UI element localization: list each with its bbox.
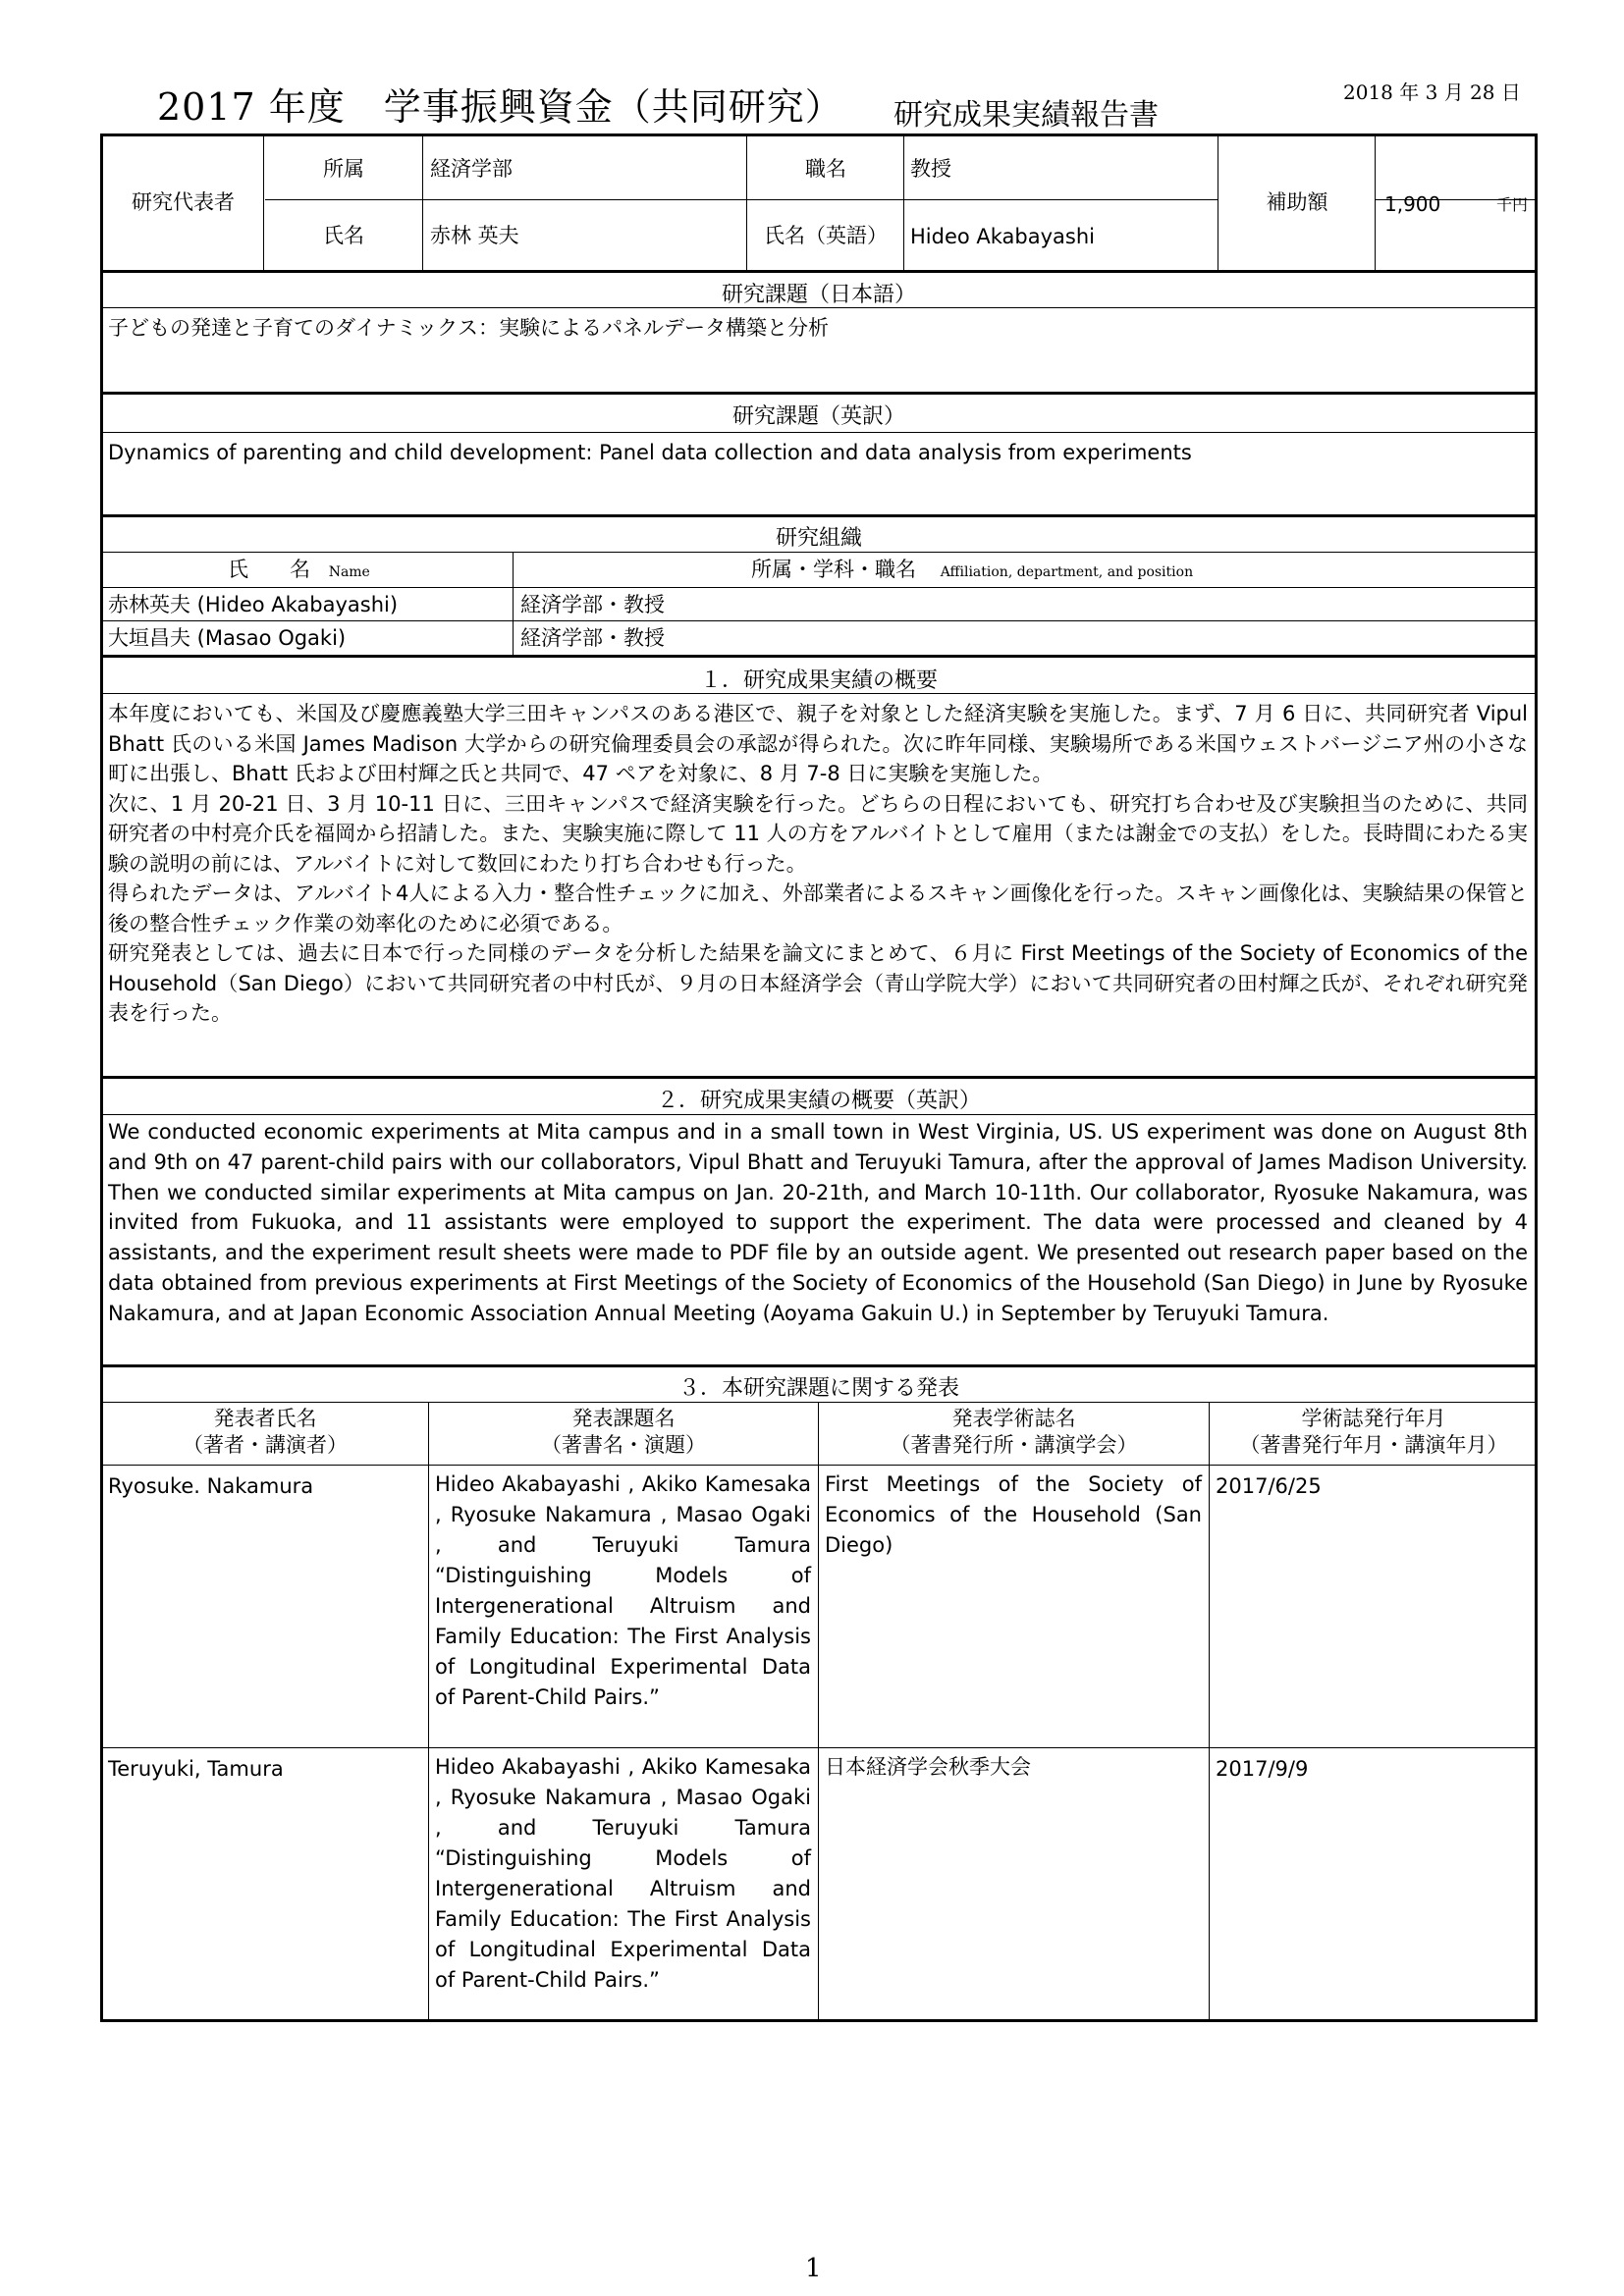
member-name: 赤林英夫 (Hideo Akabayashi) — [108, 593, 399, 616]
topic-jp-text: 子どもの発達と子育てのダイナミックス：実験によるパネルデータ構築と分析 — [108, 316, 829, 340]
header-journal: 発表学術誌名 （著書発行所・講演学会） — [890, 1407, 1138, 1457]
topic-jp-label: 研究課題（日本語） — [721, 283, 916, 307]
presentations-label: ３．本研究課題に関する発表 — [677, 1376, 959, 1401]
journal-cell: 日本経済学会秋季大会 — [825, 1755, 1031, 1779]
organization-label: 研究組織 — [775, 526, 862, 551]
member-affiliation: 経済学部・教授 — [520, 593, 665, 616]
name-value: 赤林 英夫 — [430, 224, 519, 247]
summary-jp-paragraph: 研究発表としては、過去に日本で行った同様のデータを分析した結果を論文にまとめて、６月に First Meetings of the Society of Economics of the Household（San Diego）において共同研究者の中村氏が、９月の日本経済学会（青山学院大学）において共同研究者の田村輝之氏が、それぞれ研究発表を行った。 — [108, 941, 1528, 1025]
name-header-en: Name — [328, 564, 370, 580]
presenter-cell: Teruyuki, Tamura — [108, 1757, 284, 1781]
report-date: 2018 年 3 月 28 日 — [1343, 80, 1521, 104]
name-label: 氏名 — [323, 224, 364, 247]
document-title: 2017 年度 学事振興資金（共同研究） — [157, 85, 843, 129]
topic-en-text: Dynamics of parenting and child development: Panel data collection and data analysis from experiments — [108, 441, 1192, 464]
header-title: 発表課題名 （著書名・演題） — [541, 1407, 706, 1457]
affiliation-label: 所属 — [323, 157, 364, 181]
summary-jp-paragraph: 次に、1 月 20-21 日、3 月 10-11 日に、三田キャンパスで経済実験を行った。どちらの日程においても、研究打ち合わせ及び実験担当のために、共同研究者の中村亮介氏を福岡から招請した。また、実験実施に際して 11 人の方をアルバイトとして雇用（または謝金での支払）をした。長時間にわたる実験の説明の前には、アルバイトに対して数回にわたり打ち合わせも行った。 — [108, 791, 1528, 876]
name-header: 氏 名 Name — [228, 558, 370, 581]
grant-label: 補助額 — [1266, 190, 1328, 214]
affiliation-header: 所属・学科・職名 Affiliation, department, and position — [751, 558, 1194, 581]
member-affiliation: 経済学部・教授 — [520, 626, 665, 650]
page-number: 1 — [805, 2254, 822, 2283]
grant-amount: 1,900 — [1384, 192, 1441, 216]
position-label: 職名 — [805, 157, 846, 181]
grant-unit: 千円 — [1496, 195, 1529, 214]
affiliation-header-en: Affiliation, department, and position — [940, 564, 1194, 580]
journal-cell: First Meetings of the Society of Economics of the Household (San Diego) — [825, 1472, 1202, 1557]
name-en-label: 氏名（英語） — [764, 224, 888, 247]
summary-jp-label: １．研究成果実績の概要 — [699, 668, 938, 693]
representative-label: 研究代表者 — [132, 190, 235, 214]
summary-en-label: ２．研究成果実績の概要（英訳） — [656, 1089, 981, 1113]
summary-jp-body — [108, 699, 1528, 1029]
member-name: 大垣昌夫 (Masao Ogaki) — [108, 626, 347, 650]
topic-en-label: 研究課題（英訳） — [731, 404, 905, 429]
summary-jp-paragraph: 得られたデータは、アルバイト4人による入力・整合性チェックに加え、外部業者によるスキャン画像化を行った。スキャン画像化は、実験結果の保管と後の整合性チェック作業の効率化のために必須である。 — [108, 881, 1528, 935]
presenter-cell: Ryosuke. Nakamura — [108, 1474, 314, 1498]
date-cell: 2017/9/9 — [1216, 1757, 1309, 1781]
document-subtitle: 研究成果実績報告書 — [893, 98, 1159, 133]
affiliation-value: 経済学部 — [430, 157, 513, 181]
summary-en-body: We conducted economic experiments at Mita campus and in a small town in West Virginia, US. US experiment was done on August 8th and 9th on 47 parent-child pairs with our collaborators, Vipul Bhatt and Teruyuki Tamura, after the approval of James Madison University. Then we conducted similar experiments at Mita campus on Jan. 20-21th, and March 10-11th. Our collaborator, Ryosuke Nakamura, was invited from Fukuoka, and 11 assistants were employed to support the experiment. The data were processed and cleaned by 4 assistants, and the experiment result sheets were made to PDF file by an outside agent. We presented out research paper based on the data obtained from previous experiments at First Meetings of the Society of Economics of the Household (San Diego) in June by Ryosuke Nakamura, and at Japan Economic Association Annual Meeting (Aoyama Gakuin U.) in September by Teruyuki Tamura. — [108, 1120, 1528, 1325]
title-cell: Hideo Akabayashi , Akiko Kamesaka , Ryosuke Nakamura , Masao Ogaki , and Teruyuki Tamura “Distinguishing Models of Intergenerational Altruism and Family Education: The First Analysis of Longitudinal Experimental Data of Parent-Child Pairs.” — [435, 1472, 811, 1709]
position-value: 教授 — [910, 157, 951, 181]
summary-jp-paragraph: 本年度においても、米国及び慶應義塾大学三田キャンパスのある港区で、親子を対象とした経済実験を実施した。まず、7 月 6 日に、共同研究者 Vipul Bhatt 氏のいる米国 James Madison 大学からの研究倫理委員会の承認が得られた。次に昨年同様、実験場所である米国ウェストバージニア州の小さな町に出張し、Bhatt 氏および田村輝之氏と共同で、47 ペアを対象に、8 月 7-8 日に実験を実施した。 — [108, 702, 1528, 785]
header-date: 学術誌発行年月 （著書発行年月・講演年月） — [1239, 1407, 1508, 1457]
title-cell: Hideo Akabayashi , Akiko Kamesaka , Ryosuke Nakamura , Masao Ogaki , and Teruyuki Tamura “Distinguishing Models of Intergenerational Altruism and Family Education: The First Analysis of Longitudinal Experimental Data of Parent-Child Pairs.” — [435, 1755, 811, 1992]
name-en-value: Hideo Akabayashi — [910, 225, 1096, 248]
date-cell: 2017/6/25 — [1216, 1474, 1322, 1498]
header-presenter: 発表者氏名 （著者・講演者） — [183, 1407, 348, 1457]
